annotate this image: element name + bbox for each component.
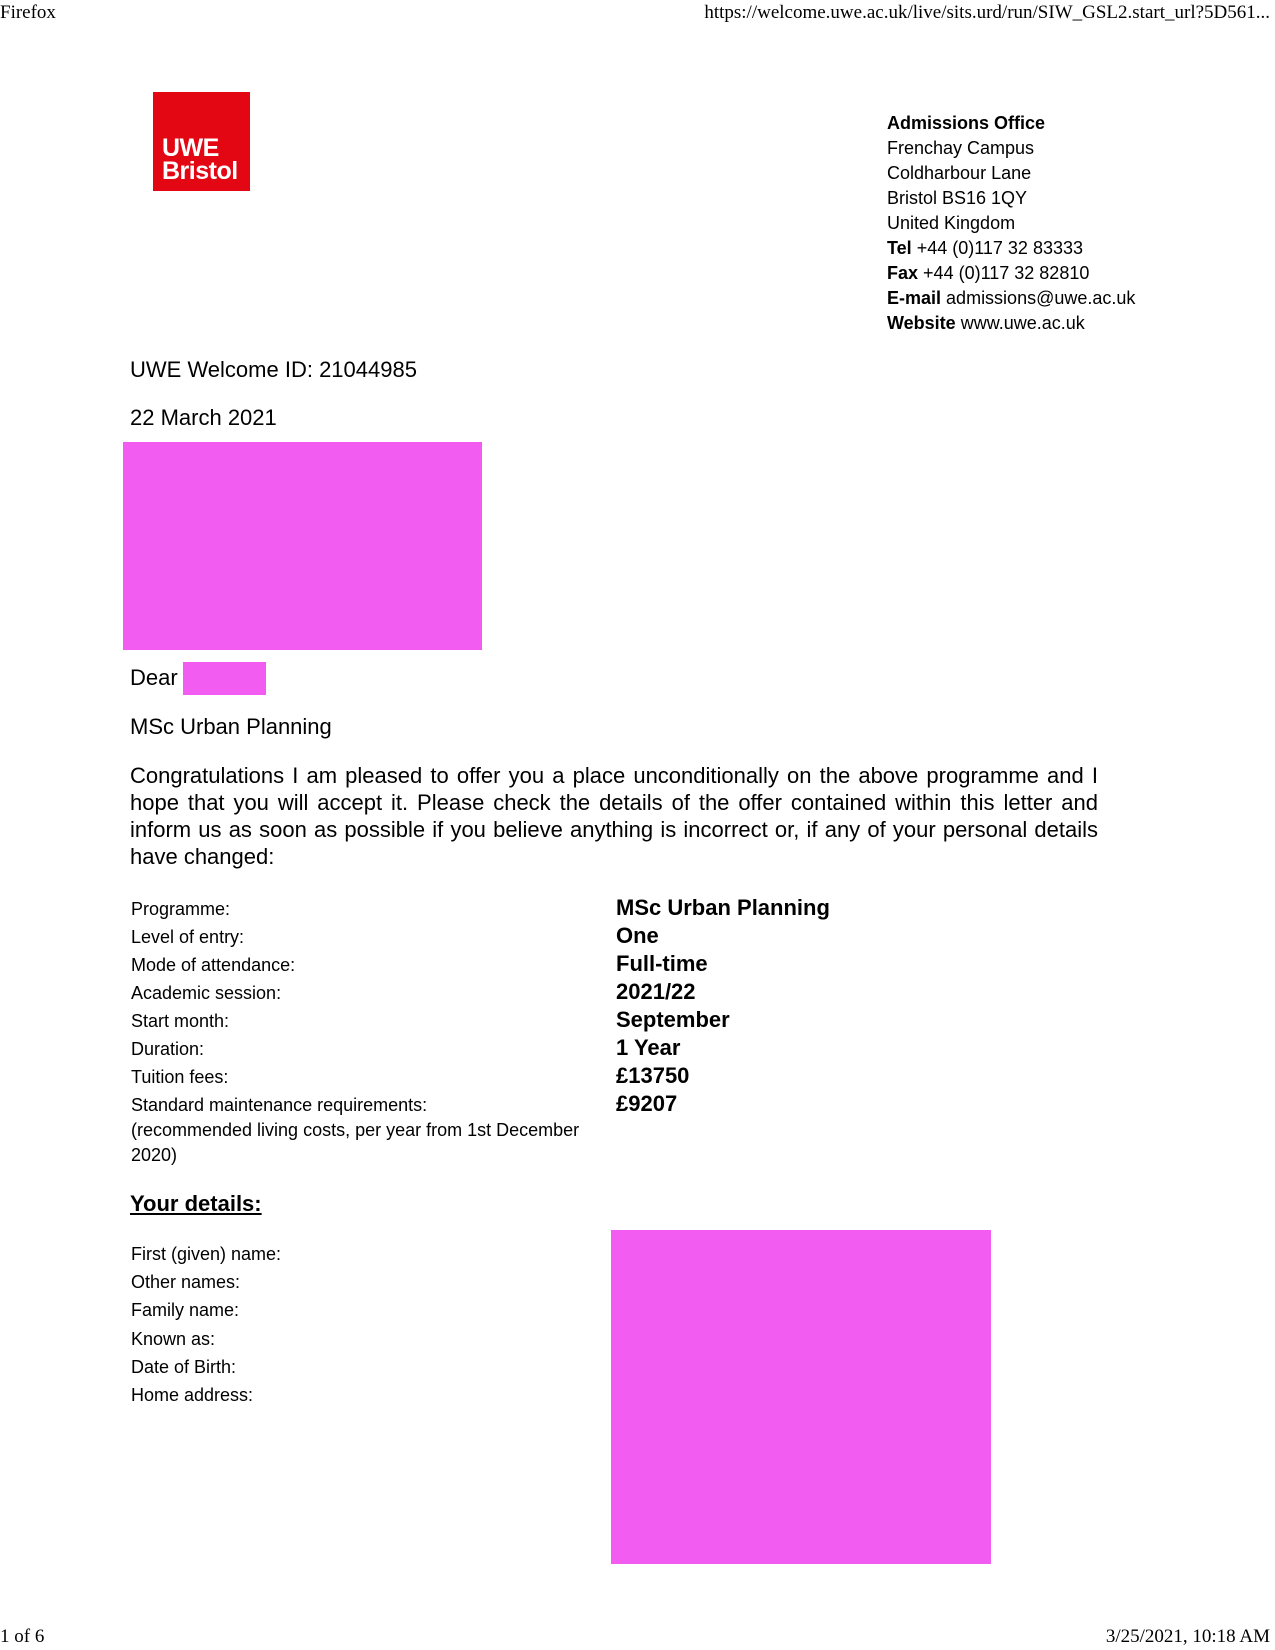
details-label: Date of Birth: (131, 1356, 237, 1377)
redacted-recipient-name (183, 662, 266, 695)
website-label: Website (887, 313, 956, 333)
offer-row (131, 894, 1031, 922)
offer-value: £9207 (616, 1091, 678, 1116)
logo-line-uwe: UWE (162, 134, 219, 162)
offer-label: Start month: (131, 1011, 230, 1031)
offer-row (131, 922, 1031, 950)
offer-value: £13750 (616, 1063, 690, 1088)
offer-row (131, 950, 1031, 978)
details-label: Known as: (131, 1328, 216, 1349)
details-label: Home address: (131, 1385, 254, 1406)
email-line (887, 286, 1135, 311)
offer-row (131, 1006, 1031, 1034)
print-footer-timestamp: 3/25/2021, 10:18 AM (1105, 1626, 1270, 1647)
offer-label: Programme: (131, 899, 231, 919)
details-label: First (given) name: (131, 1244, 282, 1264)
office-name: Admissions Office (887, 113, 1046, 133)
offer-value: One (616, 923, 659, 948)
offer-paragraph: Congratulations I am pleased to offer you a place unconditionally on the above programme and I hope that you will accept it. Please check the details of the offer contained within this letter and inform us as soon as possible if you believe anything is incorrect or, if any of your personal details have changed: (130, 763, 1098, 869)
address-line: Bristol BS16 1QY (887, 188, 1028, 208)
maintenance-note: (recommended living costs, per year from 1st December 2020) (131, 1120, 580, 1165)
fax-label: Fax (887, 263, 919, 283)
email-label: E-mail (887, 288, 942, 308)
print-header-browser: Firefox (0, 2, 56, 23)
fax-value: +44 (0)117 32 82810 (923, 263, 1090, 283)
print-footer-page-count: 1 of 6 (0, 1626, 45, 1647)
offer-row (131, 978, 1031, 1006)
fax-line (887, 261, 1135, 286)
offer-row (131, 1034, 1031, 1062)
email-value: admissions@uwe.ac.uk (946, 288, 1136, 308)
offer-value: Full-time (616, 951, 708, 976)
admissions-address (887, 111, 1135, 336)
details-label: Family name: (131, 1300, 240, 1321)
salutation: Dear (130, 665, 178, 690)
offer-row (131, 1090, 1031, 1118)
offer-label: Duration: (131, 1039, 205, 1059)
offer-value: 1 Year (616, 1035, 681, 1060)
offer-label: Academic session: (131, 983, 282, 1003)
programme-heading: MSc Urban Planning (130, 714, 332, 739)
redacted-personal-details (611, 1230, 991, 1564)
your-details-labels (131, 1240, 281, 1409)
website-line (887, 311, 1135, 336)
offer-row (131, 1062, 1031, 1090)
website-value: www.uwe.ac.uk (960, 313, 1085, 333)
address-line: Frenchay Campus (887, 138, 1035, 158)
address-line: Coldharbour Lane (887, 163, 1032, 183)
uwe-bristol-logo (153, 92, 250, 191)
offer-value: MSc Urban Planning (616, 895, 830, 920)
offer-details-table (131, 894, 1031, 1168)
address-line: United Kingdom (887, 213, 1016, 233)
welcome-id: UWE Welcome ID: 21044985 (130, 357, 417, 382)
offer-label: Mode of attendance: (131, 955, 296, 975)
tel-label: Tel (887, 238, 912, 258)
offer-value: 2021/22 (616, 979, 696, 1004)
offer-label: Standard maintenance requirements: (131, 1095, 428, 1115)
offer-value: September (616, 1007, 730, 1032)
offer-label: Level of entry: (131, 927, 245, 947)
tel-value: +44 (0)117 32 83333 (916, 238, 1083, 258)
letter-date: 22 March 2021 (130, 405, 277, 430)
details-label: Other names: (131, 1272, 241, 1293)
offer-label: Tuition fees: (131, 1067, 229, 1087)
your-details-heading: Your details: (130, 1191, 262, 1216)
redacted-recipient-address (123, 442, 482, 650)
tel-line (887, 236, 1135, 261)
print-header-url: https://welcome.uwe.ac.uk/live/sits.urd/run/SIW_GSL2.start_url?5D561... (704, 2, 1270, 23)
logo-line-bristol: Bristol (162, 157, 238, 185)
